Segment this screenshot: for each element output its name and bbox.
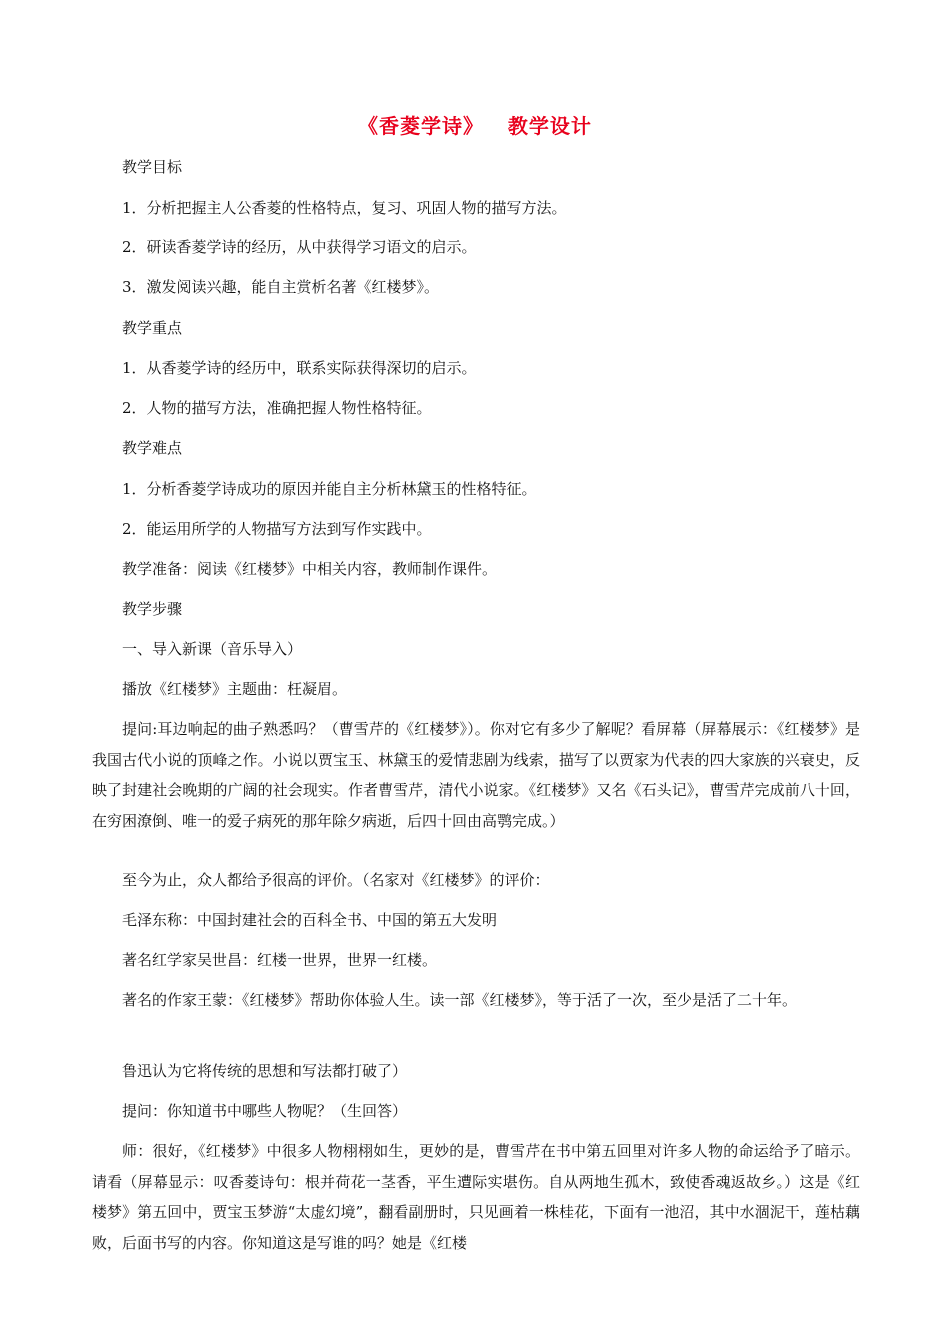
lu-xun-evaluation: 鲁迅认为它将传统的思想和写法都打破了） bbox=[122, 1062, 408, 1080]
key-points-heading: 教学重点 bbox=[122, 319, 183, 337]
step1-heading: 一、导入新课（音乐导入） bbox=[122, 640, 303, 658]
wu-evaluation: 著名红学家吴世昌：红楼一世界，世界一红楼。 bbox=[122, 951, 438, 969]
preparation-text: 教学准备：阅读《红楼梦》中相关内容，教师制作课件。 bbox=[122, 560, 498, 578]
mao-evaluation: 毛泽东称：中国封建社会的百科全书、中国的第五大发明 bbox=[122, 911, 498, 929]
teacher-paragraph: 师：很好，《红楼梦》中很多人物栩栩如生，更妙的是，曹雪芹在书中第五回里对许多人物的命运给予了暗示。请看（屏幕显示：叹香菱诗句：根并荷花一茎香，平生遭际实堪伤。自从两地生孤木，致使香魂返故乡。）这是《红楼梦》第五回中，贾宝玉梦游“太虚幻境”，翻看副册时，只见画着一株桂花，下面有一池沼，其中水涸泥干，莲枯藕败，后面书写的内容。你知道这是写谁的吗？她是《红楼 bbox=[92, 1142, 860, 1252]
objectives-heading: 教学目标 bbox=[122, 158, 183, 176]
question-text: 提问：你知道书中哪些人物呢？（生回答） bbox=[122, 1102, 408, 1120]
intro-paragraph: 提问:耳边响起的曲子熟悉吗？（曹雪芹的《红楼梦》）。你对它有多少了解呢？看屏幕（屏幕展示：《红楼梦》是我国古代小说的顶峰之作。小说以贾宝玉、林黛玉的爱情悲剧为线索，描写了以贾家为代表的四大家族的兴衰史，反映了封建社会晚期的广阔的社会现实。作者曹雪芹，清代小说家。《红楼梦》又名《石头记》，曹雪芹完成前八十回，在穷困潦倒、唯一的爱子病死的那年除夕病逝，后四十回由高鹗完成。） bbox=[92, 720, 860, 830]
objective-item: 1．分析把握主人公香菱的性格特点，复习、巩固人物的描写方法。 bbox=[122, 199, 567, 217]
document-title: 《香菱学诗》 教学设计 bbox=[358, 114, 592, 138]
objective-item: 2．研读香菱学诗的经历，从中获得学习语文的启示。 bbox=[122, 238, 477, 256]
wang-meng-paragraph: 著名的作家王蒙：《红楼梦》帮助你体验人生。读一部《红楼梦》，等于活了一次，至少是活了二十年。 bbox=[122, 991, 798, 1009]
difficulty-item: 1．分析香菱学诗成功的原因并能自主分析林黛玉的性格特征。 bbox=[122, 480, 537, 498]
difficulty-item: 2．能运用所学的人物描写方法到写作实践中。 bbox=[122, 520, 432, 538]
objective-item: 3．激发阅读兴趣，能自主赏析名著《红楼梦》。 bbox=[122, 278, 440, 296]
difficulties-heading: 教学难点 bbox=[122, 439, 183, 457]
steps-heading: 教学步骤 bbox=[122, 600, 183, 618]
evaluation-intro: 至今为止，众人都给予很高的评价。（名家对《红楼梦》的评价： bbox=[122, 871, 550, 889]
music-text: 播放《红楼梦》主题曲：枉凝眉。 bbox=[122, 680, 348, 698]
key-point-item: 1．从香菱学诗的经历中，联系实际获得深切的启示。 bbox=[122, 359, 477, 377]
key-point-item: 2．人物的描写方法，准确把握人物性格特征。 bbox=[122, 399, 432, 417]
